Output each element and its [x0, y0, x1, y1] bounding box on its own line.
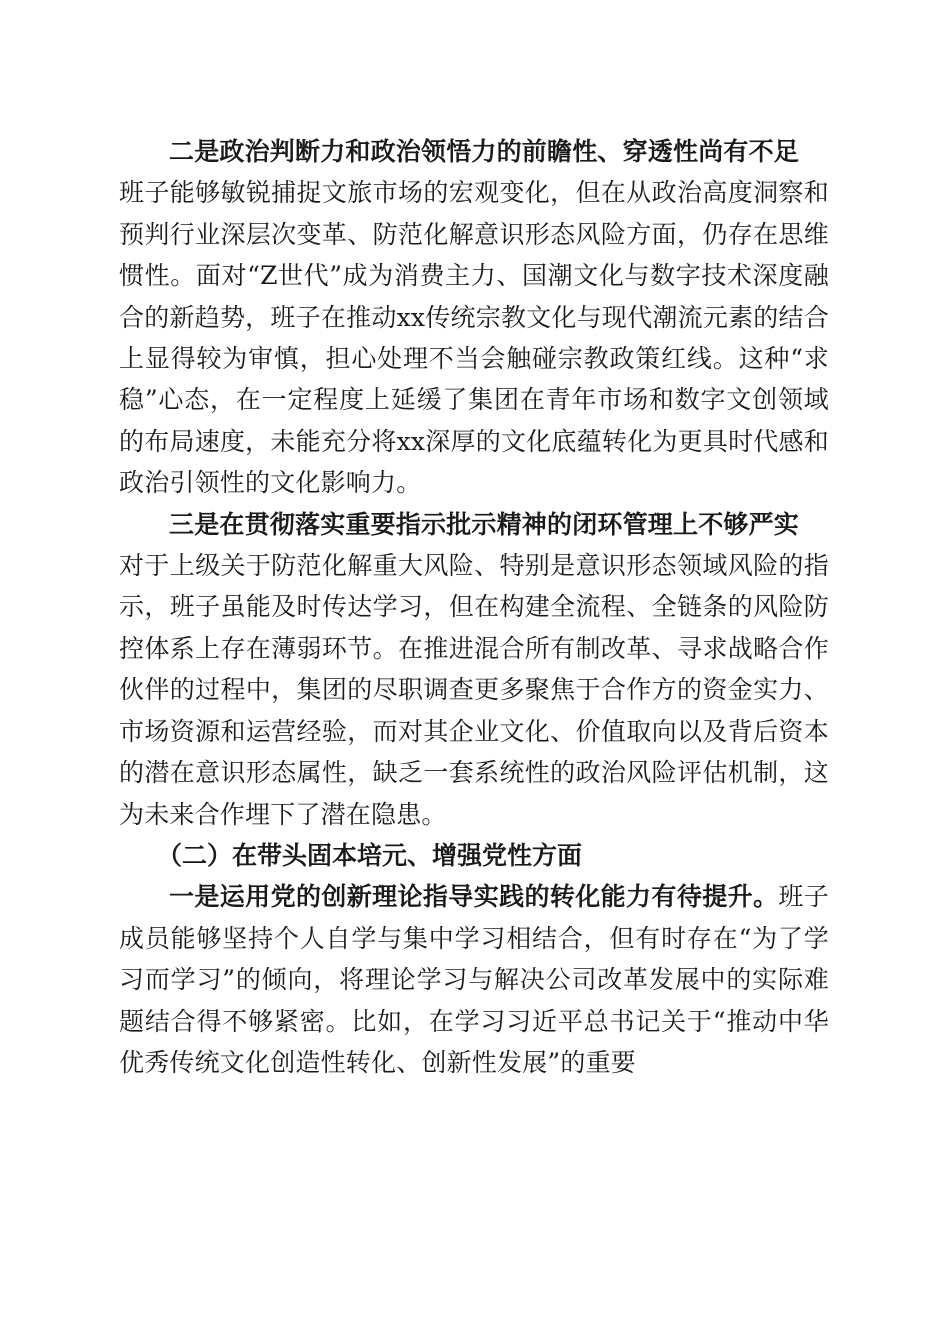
paragraph-political-judgment [119, 131, 829, 504]
section-heading: （二）在带头固本培元、增强党性方面 [157, 840, 583, 870]
paragraph-lead: 三是在贯彻落实重要指示批示精神的闭环管理上不够严实 [169, 509, 800, 539]
paragraph-lead: 一是运用党的创新理论指导实践的转化能力有待提升。 [169, 882, 779, 912]
paragraph-body: 班子能够敏锐捕捉文旅市场的宏观变化，但在从政治高度洞察和预判行业深层次变革、防范化解意识形态风险方面，仍存在思维惯性。面对“Z世代”成为消费主力、国潮文化与数字技术深度融合的新趋势，班子在推动xx传统宗教文化与现代潮流元素的结合上显得较为审慎，担心处理不当会触碰宗教政策红线。这种“求稳”心态，在一定程度上延缓了集团在青年市场和数字文创领域的布局速度，未能充分将xx深厚的文化底蕴转化为更具时代感和政治引领性的文化影响力。 [119, 178, 829, 498]
paragraph-body: 班子成员能够坚持个人自学与集中学习相结合，但有时存在“为了学习而学习”的倾向，将理论学习与解决公司改革发展中的实际难题结合得不够紧密。比如，在学习习近平总书记关于“推动中华优秀传统文化创造性转化、创新性发展”的重要 [119, 882, 829, 1077]
paragraph-body: 对于上级关于防范化解重大风险、特别是意识形态领域风险的指示，班子虽能及时传达学习，但在构建全流程、全链条的风险防控体系上存在薄弱环节。在推进混合所有制改革、寻求战略合作伙伴的过程中，集团的尽职调查更多聚焦于合作方的资金实力、市场资源和运营经验，而对其企业文化、价值取向以及背后资本的潜在意识形态属性，缺乏一套系统性的政治风险评估机制，这为未来合作埋下了潜在隐患。 [119, 551, 829, 829]
paragraph-lead: 二是政治判断力和政治领悟力的前瞻性、穿透性尚有不足 [169, 137, 800, 166]
paragraph-closed-loop-management [119, 504, 829, 835]
document-page [119, 131, 829, 1083]
paragraph-theory-application [119, 876, 829, 1083]
